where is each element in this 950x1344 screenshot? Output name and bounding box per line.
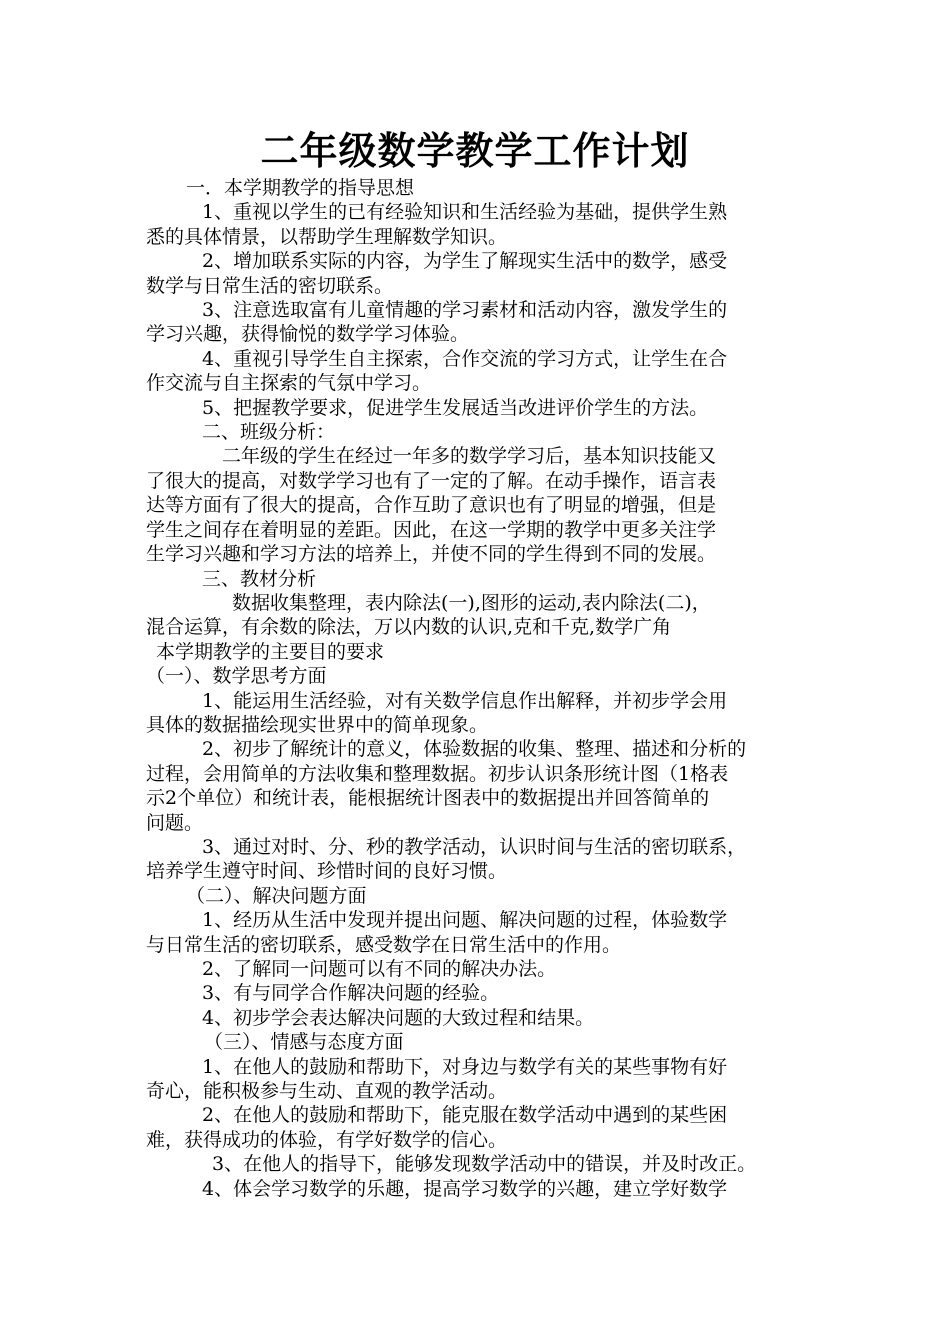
paragraph-line: 了很大的提高，对数学学习也有了一定的了解。在动手操作，语言表	[146, 469, 717, 492]
paragraph-line-first: 3、在他人的指导下，能够发现数学活动中的错误，并及时改正。	[212, 1153, 757, 1176]
paragraph-line-first: 2、初步了解统计的意义，体验数据的收集、整理、描述和分析的	[202, 738, 747, 761]
document-body	[146, 176, 816, 1201]
paragraph-line: 数学与日常生活的密切联系。	[146, 274, 394, 297]
paragraph-line: 过程，会用简单的方法收集和整理数据。初步认识条形统计图（1格表	[146, 762, 729, 785]
paragraph-line: 示2个单位）和统计表，能根据统计图表中的数据提出并回答简单的	[146, 787, 710, 810]
paragraph-line-first: 3、通过对时、分、秒的教学活动，认识时间与生活的密切联系，	[202, 835, 747, 858]
paragraph-line-first: （一）、数学思考方面	[146, 665, 327, 688]
paragraph-line: 与日常生活的密切联系，感受数学在日常生活中的作用。	[146, 933, 622, 956]
paragraph-line: 生学习兴趣和学习方法的培养上，并使不同的学生得到不同的发展。	[146, 543, 717, 566]
paragraph-line-first: 1、能运用生活经验，对有关数学信息作出解释，并初步学会用	[202, 689, 728, 712]
paragraph-line-first: 2、在他人的鼓励和帮助下，能克服在数学活动中遇到的某些困	[202, 1104, 728, 1127]
paragraph-line-first: 本学期教学的主要目的要求	[156, 640, 385, 663]
paragraph-line-first: 2、增加联系实际的内容，为学生了解现实生活中的数学，感受	[202, 250, 728, 273]
paragraph-line-first: 二年级的学生在经过一年多的数学学习后，基本知识技能又	[222, 445, 717, 468]
paragraph-line-first: 3、有与同学合作解决问题的经验。	[202, 982, 500, 1005]
paragraph-line: 难，获得成功的体验，有学好数学的信心。	[146, 1128, 508, 1151]
paragraph-line-first: 一．本学期教学的指导思想	[186, 177, 415, 199]
paragraph-line: 培养学生遵守时间、珍惜时间的良好习惯。	[146, 860, 508, 883]
paragraph-line: 具体的数据描绘现实世界中的简单现象。	[146, 713, 489, 736]
paragraph-line: 学习兴趣，获得愉悦的数学学习体验。	[146, 323, 470, 346]
paragraph-line-first: 4、体会学习数学的乐趣，提高学习数学的兴趣，建立学好数学	[202, 1177, 728, 1200]
paragraph-line-first: （三）、情感与态度方面	[204, 1031, 404, 1054]
paragraph-line-first: 2、了解同一问题可以有不同的解决办法。	[202, 958, 557, 980]
paragraph-line: 作交流与自主探索的气氛中学习。	[146, 372, 432, 395]
paragraph-line: 问题。	[146, 811, 204, 834]
paragraph-line-first: （二）、解决问题方面	[186, 884, 367, 907]
paragraph-line-first: 数据收集整理，表内除法(一),图形的运动,表内除法(二)，	[232, 591, 711, 614]
paragraph-line: 奇心，能积极参与生动、直观的教学活动。	[146, 1080, 508, 1103]
paragraph-line-first: 3、注意选取富有儿童情趣的学习素材和活动内容，激发学生的	[202, 299, 728, 322]
paragraph-line-first: 三、教材分析	[202, 567, 317, 590]
paragraph-line-first: 1、在他人的鼓励和帮助下，对身边与数学有关的某些事物有好	[202, 1055, 728, 1078]
paragraph-line-first: 1、重视以学生的已有经验知识和生活经验为基础，提供学生熟	[202, 201, 728, 224]
paragraph-line-first: 4、初步学会表达解决问题的大致过程和结果。	[202, 1006, 595, 1029]
paragraph-line: 混合运算，有余数的除法，万以内数的认识,克和千克,数学广角	[146, 616, 672, 639]
paragraph-line-first: 4、重视引导学生自主探索，合作交流的学习方式，让学生在合	[202, 347, 728, 370]
paragraph-line: 达等方面有了很大的提高，合作互助了意识也有了明显的增强，但是	[146, 494, 717, 517]
paragraph-line-first: 5、把握教学要求，促进学生发展适当改进评价学生的方法。	[202, 396, 709, 419]
paragraph-line-first: 1、经历从生活中发现并提出问题、解决问题的过程，体验数学	[202, 909, 728, 932]
paragraph-line: 学生之间存在着明显的差距。因此，在这一学期的教学中更多关注学	[146, 518, 717, 541]
document-title: 二年级数学教学工作计划	[260, 128, 690, 173]
paragraph-line: 悉的具体情景，以帮助学生理解数学知识。	[146, 225, 508, 248]
paragraph-line-first: 二、班级分析：	[202, 421, 336, 444]
